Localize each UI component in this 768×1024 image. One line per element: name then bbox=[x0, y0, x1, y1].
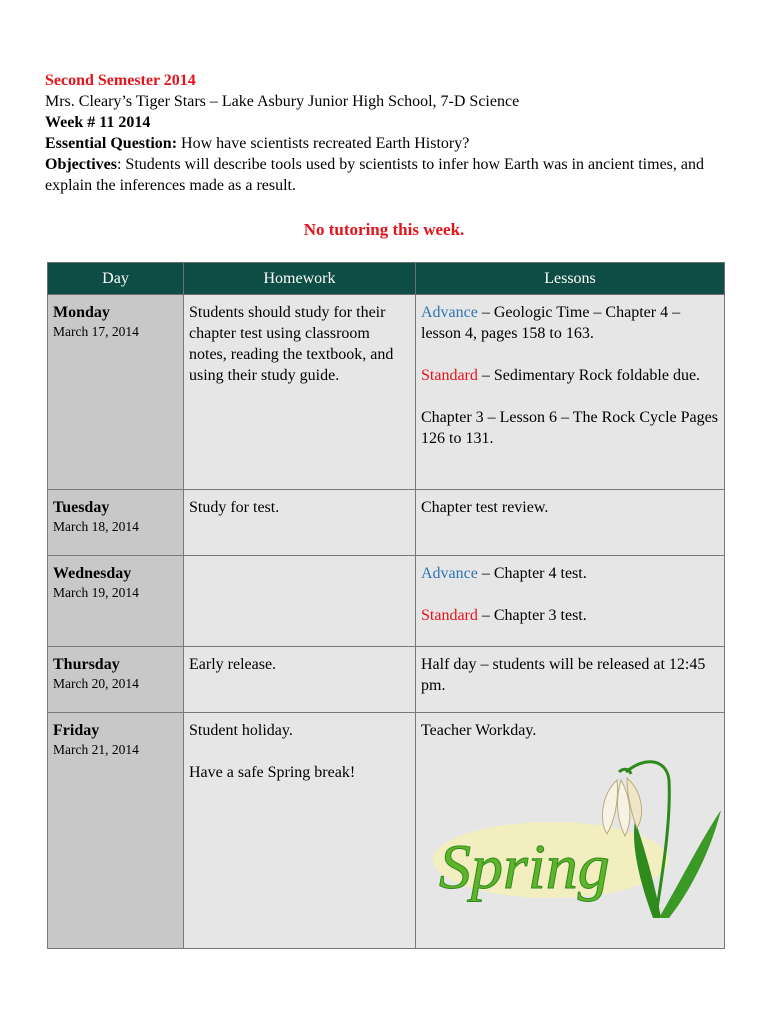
weekly-schedule-table bbox=[47, 262, 725, 949]
table-row bbox=[48, 713, 725, 949]
advance-tag: Advance bbox=[421, 304, 478, 321]
day-name: Tuesday bbox=[53, 499, 110, 516]
day-name: Friday bbox=[53, 722, 100, 739]
lesson-item: Standard – Sedimentary Rock foldable due. bbox=[421, 367, 701, 384]
day-cell bbox=[48, 713, 184, 949]
standard-tag: Standard bbox=[421, 367, 478, 384]
homework-text: Study for test. bbox=[189, 499, 280, 516]
essential-question-label: Essential Question: bbox=[45, 135, 178, 152]
table-row bbox=[48, 490, 725, 556]
spring-word: Spring bbox=[439, 831, 610, 902]
day-cell bbox=[48, 490, 184, 556]
day-cell bbox=[48, 556, 184, 647]
homework-cell bbox=[184, 556, 416, 647]
semester-title: Second Semester 2014 bbox=[45, 72, 196, 89]
spring-snowdrop-illustration bbox=[431, 750, 731, 920]
homework-text: Early release. bbox=[189, 656, 277, 673]
day-date: March 18, 2014 bbox=[53, 519, 139, 534]
week-label: Week # 11 2014 bbox=[45, 114, 151, 131]
column-header-homework: Homework bbox=[184, 263, 416, 295]
objectives bbox=[45, 154, 725, 196]
day-cell bbox=[48, 295, 184, 490]
column-header-day: Day bbox=[48, 263, 184, 295]
table-header-row bbox=[48, 263, 725, 295]
homework-cell bbox=[184, 647, 416, 713]
table-row bbox=[48, 295, 725, 490]
friday-lessons bbox=[421, 720, 719, 902]
essential-question-text: How have scientists recreated Earth History? bbox=[177, 135, 470, 152]
day-name: Thursday bbox=[53, 656, 120, 673]
essential-question bbox=[45, 133, 725, 154]
tutoring-notice: No tutoring this week. bbox=[303, 220, 465, 239]
day-cell bbox=[48, 647, 184, 713]
homework-text: Students should study for their chapter test using classroom notes, reading the textbook, and using their study guide. bbox=[189, 304, 394, 384]
day-date: March 20, 2014 bbox=[53, 676, 139, 691]
lesson-item: Advance – Chapter 4 test. bbox=[421, 565, 587, 582]
homework-cell bbox=[184, 295, 416, 490]
lesson-item: Teacher Workday. bbox=[421, 722, 537, 739]
lessons-cell bbox=[416, 490, 725, 556]
lesson-item: Advance – Geologic Time – Chapter 4 – lesson 4, pages 158 to 163. bbox=[421, 304, 681, 342]
table-row bbox=[48, 647, 725, 713]
lesson-item: Chapter test review. bbox=[421, 499, 549, 516]
homework-text: Have a safe Spring break! bbox=[189, 764, 356, 781]
objectives-text: : Students will describe tools used by scientists to infer how Earth was in ancient times, and explain the inferences made as a result. bbox=[45, 156, 704, 194]
homework-cell bbox=[184, 490, 416, 556]
advance-tag: Advance bbox=[421, 565, 478, 582]
lessons-cell bbox=[416, 647, 725, 713]
lessons-cell bbox=[416, 295, 725, 490]
objectives-label: Objectives bbox=[45, 156, 117, 173]
lesson-item: Standard – Chapter 3 test. bbox=[421, 607, 587, 624]
table-row bbox=[48, 556, 725, 647]
lesson-item: Half day – students will be released at 12:45 pm. bbox=[421, 656, 706, 694]
homework-text: Student holiday. bbox=[189, 722, 293, 739]
day-name: Wednesday bbox=[53, 565, 132, 582]
column-header-lessons: Lessons bbox=[416, 263, 725, 295]
document-header bbox=[45, 70, 725, 196]
day-date: March 19, 2014 bbox=[53, 585, 139, 600]
day-name: Monday bbox=[53, 304, 110, 321]
homework-cell bbox=[184, 713, 416, 949]
lessons-cell bbox=[416, 556, 725, 647]
lesson-item: Chapter 3 – Lesson 6 – The Rock Cycle Pages 126 to 131. bbox=[421, 409, 718, 447]
day-date: March 17, 2014 bbox=[53, 324, 139, 339]
day-date: March 21, 2014 bbox=[53, 742, 139, 757]
class-line: Mrs. Cleary’s Tiger Stars – Lake Asbury Junior High School, 7-D Science bbox=[45, 93, 520, 110]
standard-tag: Standard bbox=[421, 607, 478, 624]
lessons-cell bbox=[416, 713, 725, 949]
